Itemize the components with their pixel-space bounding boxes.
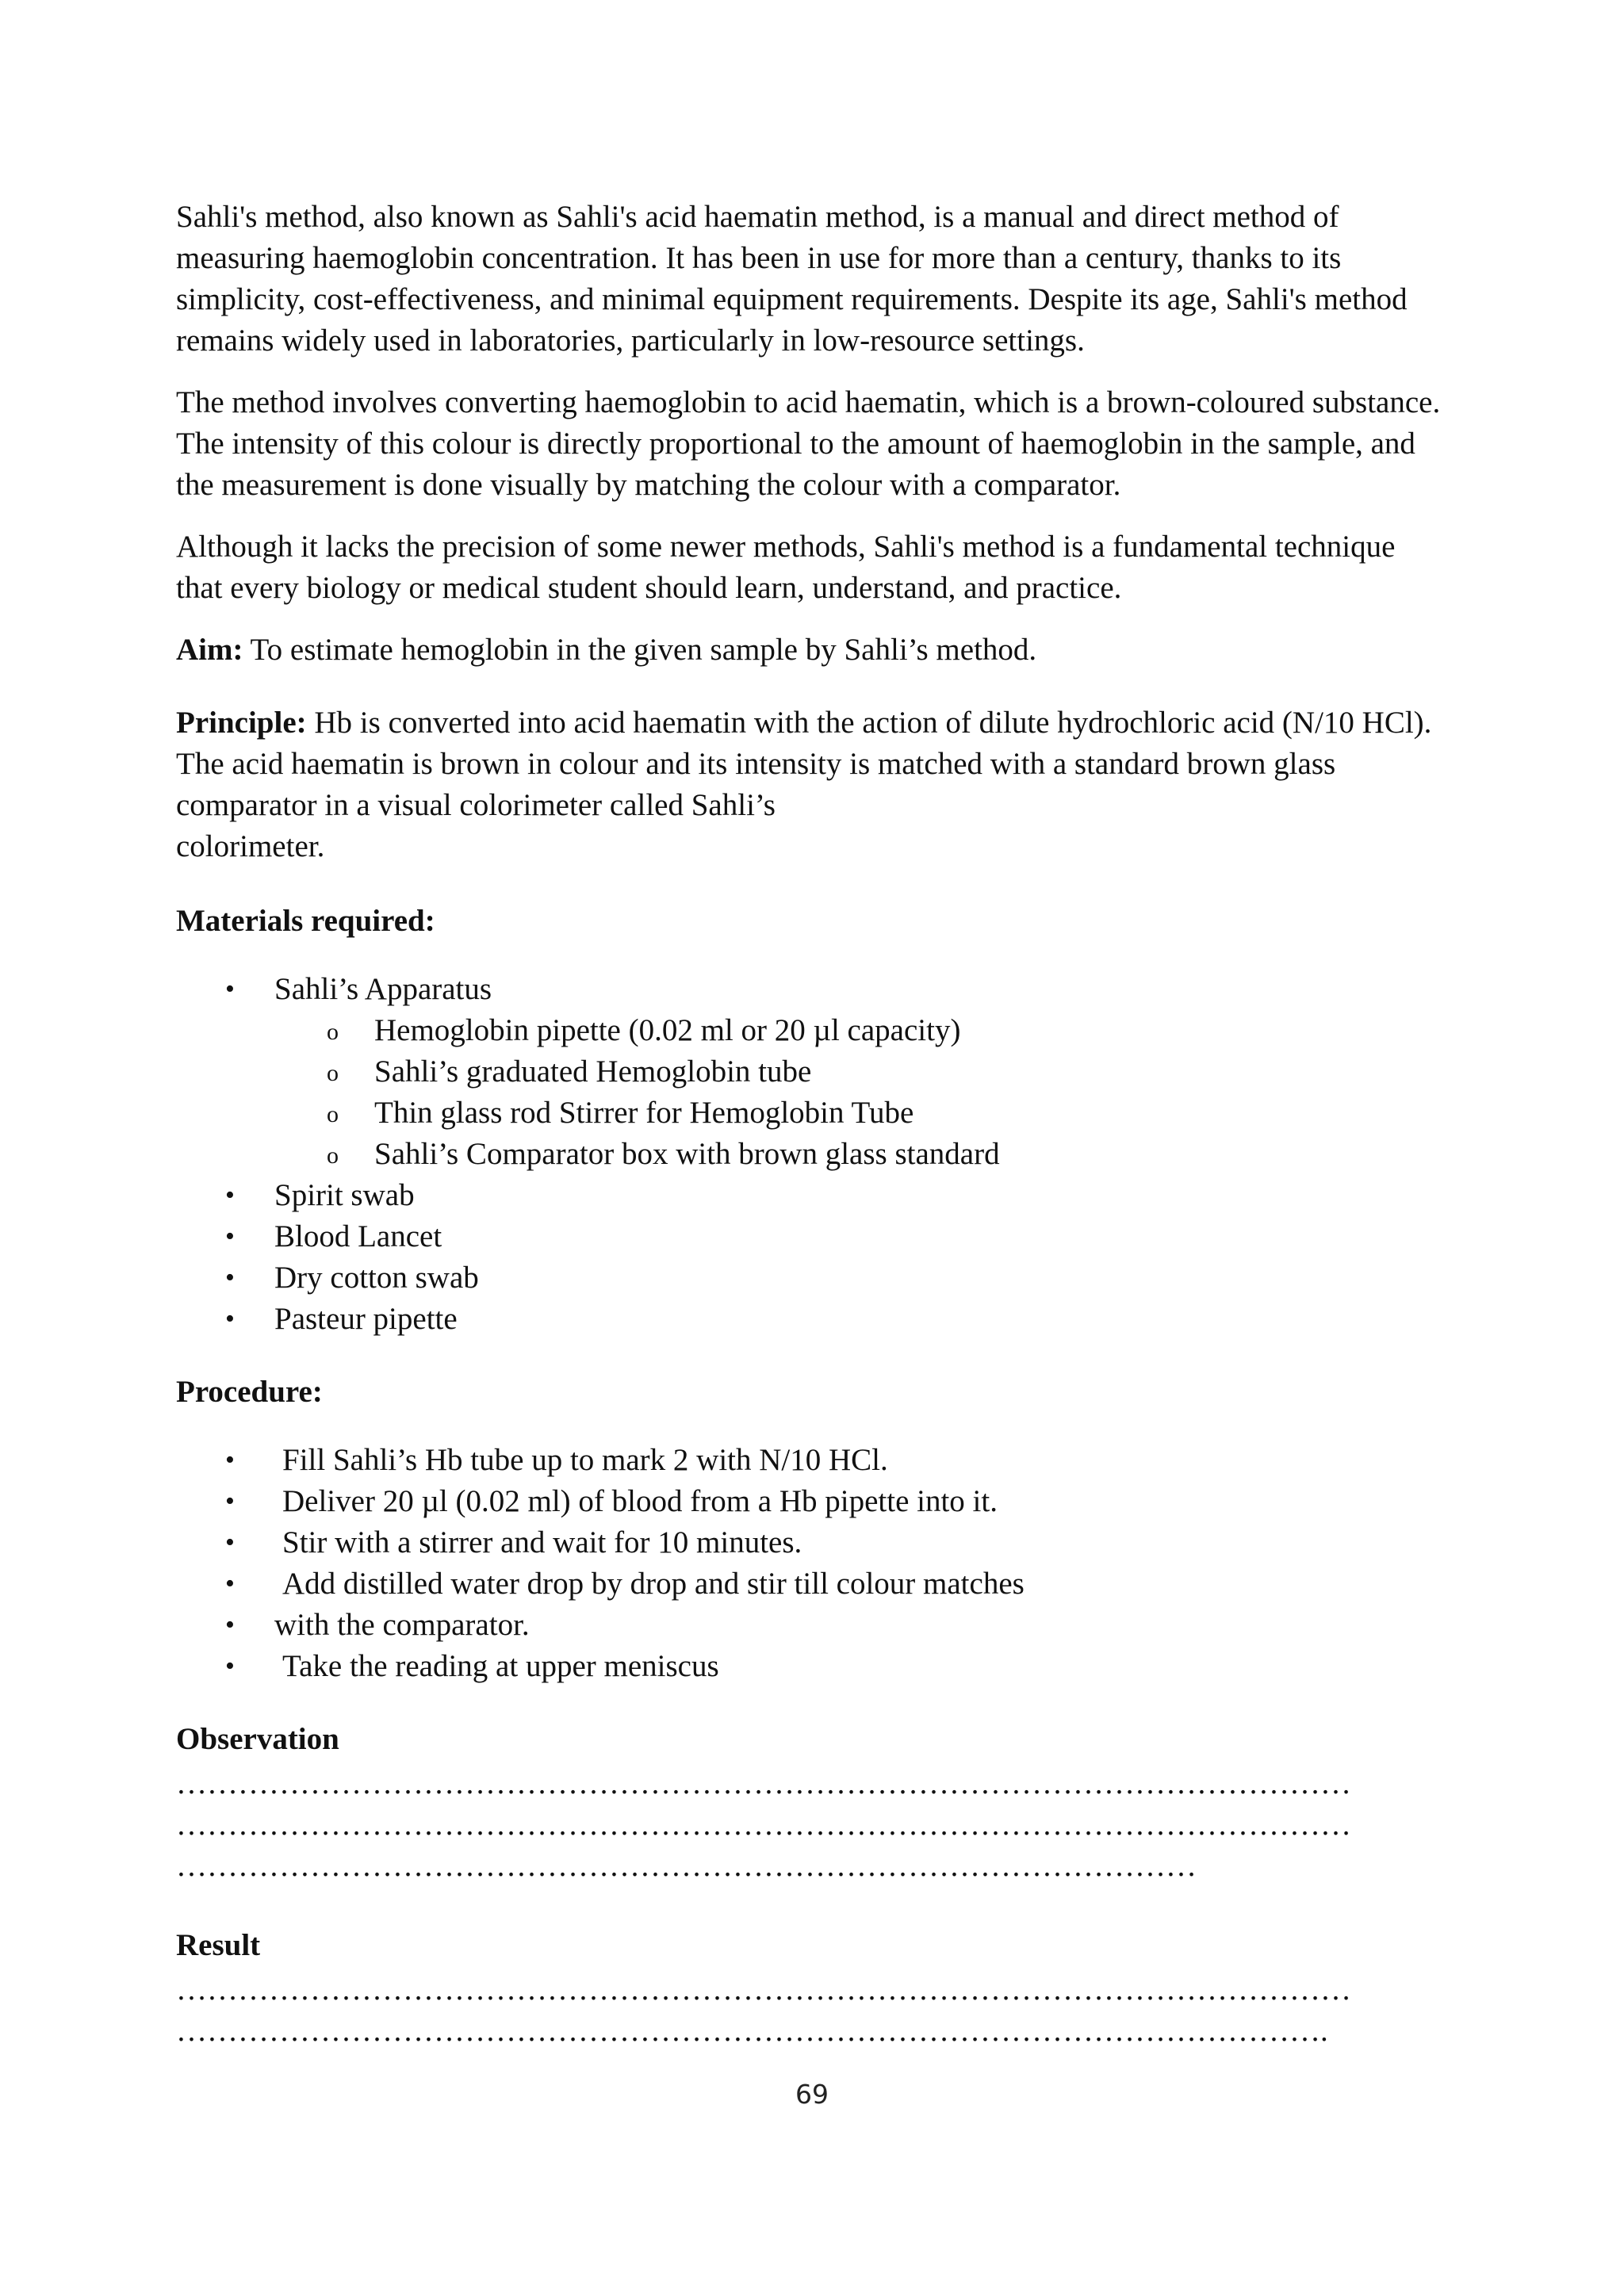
materials-heading: Materials required:	[176, 904, 435, 938]
page-content	[176, 197, 1442, 2090]
circle-bullet-icon: o	[327, 1142, 339, 1169]
bullet-icon: •	[225, 974, 235, 1004]
observation-lines	[176, 1763, 1442, 1887]
list-item	[176, 1134, 1442, 1175]
intro-paragraph: Although it lacks the precision of some newer methods, Sahli's method is a fundamental technique that every biology or medical student should learn, understand, and practice.	[176, 530, 1396, 605]
bullet-icon: •	[225, 1222, 235, 1251]
list-item	[176, 1440, 1442, 1481]
bullet-icon: •	[225, 1569, 235, 1598]
intro-paragraph: Sahli's method, also known as Sahli's acid haematin method, is a manual and direct method of measuring haemoglobin concentration. It has been in use for more than a century, thanks to its simplicity, cost-effectiveness, and minimal equipment requirements. Despite its age, Sahli's method remains widely used in laboratories, particularly in low-resource settings.	[176, 200, 1408, 358]
result-heading: Result	[176, 1928, 261, 1962]
list-item	[176, 1010, 1442, 1051]
list-item	[176, 1522, 1442, 1563]
list-item	[176, 969, 1442, 1175]
result-lines	[176, 1969, 1442, 2052]
list-item	[176, 1299, 1442, 1340]
bullet-icon: •	[225, 1651, 235, 1681]
list-item-label: Fill Sahli’s Hb tube up to mark 2 with N/10 HCl.	[282, 1443, 888, 1477]
list-item	[176, 1646, 1442, 1687]
bullet-icon: •	[225, 1487, 235, 1516]
list-item-label: Pasteur pipette	[274, 1302, 458, 1336]
list-item-label: Blood Lancet	[274, 1219, 442, 1253]
dotted-line: ……………………………………………………………………………………………………	[176, 1808, 1351, 1842]
bullet-icon: •	[225, 1304, 235, 1334]
list-item-label: Deliver 20 µl (0.02 ml) of blood from a Hb pipette into it.	[282, 1484, 998, 1518]
principle-section	[176, 702, 1442, 867]
principle-text: Hb is converted into acid haematin with the action of dilute hydrochloric acid (N/10 HCl). The acid haematin is brown in colour and its intensity is matched with a standard brown glass comparator in a visual colorimeter called Sahli’s	[176, 706, 1432, 822]
bullet-icon: •	[225, 1263, 235, 1292]
list-item	[176, 1051, 1442, 1093]
list-item	[176, 1481, 1442, 1522]
dotted-line: ………………………………………………………………………………………	[176, 1849, 1197, 1883]
list-item-label: with the comparator.	[274, 1608, 530, 1642]
list-item-label: Stir with a stirrer and wait for 10 minutes.	[282, 1525, 802, 1559]
list-item-label: Add distilled water drop by drop and stir till colour matches	[282, 1567, 1025, 1601]
circle-bullet-icon: o	[327, 1019, 339, 1045]
materials-list	[176, 969, 1442, 1340]
list-item	[176, 1093, 1442, 1134]
intro-paragraph: The method involves converting haemoglobin to acid haematin, which is a brown-coloured substance. The intensity of this colour is directly proportional to the amount of haemoglobin in the sample, and the measurement is done visually by matching the colour with a comparator.	[176, 385, 1441, 502]
list-item	[176, 1257, 1442, 1299]
apparatus-sublist	[274, 1010, 1442, 1175]
list-item-label: Sahli’s Apparatus	[274, 972, 492, 1006]
page-number: 69	[795, 2079, 829, 2110]
aim-label: Aim:	[176, 633, 243, 667]
procedure-list	[176, 1440, 1442, 1687]
list-item-label: Sahli’s Comparator box with brown glass standard	[374, 1137, 1000, 1171]
bullet-icon: •	[225, 1610, 235, 1640]
dotted-line: ……………………………………………………………………………………………………	[176, 1766, 1351, 1800]
list-item-label: Hemoglobin pipette (0.02 ml or 20 µl capacity)	[374, 1013, 961, 1047]
list-item	[176, 1216, 1442, 1257]
circle-bullet-icon: o	[327, 1060, 339, 1086]
dotted-line: ……………………………………………………………………………………………………	[176, 1973, 1351, 2007]
principle-label: Principle:	[176, 706, 307, 740]
aim-text: To estimate hemoglobin in the given sample by Sahli’s method.	[243, 633, 1037, 667]
dotted-line: ………………………………………………………………………………………………….	[176, 2014, 1328, 2048]
observation-heading: Observation	[176, 1722, 339, 1756]
list-item	[176, 1605, 1442, 1646]
bullet-icon: •	[225, 1528, 235, 1557]
list-item	[176, 1563, 1442, 1605]
list-item-label: Sahli’s graduated Hemoglobin tube	[374, 1054, 812, 1089]
procedure-heading: Procedure:	[176, 1375, 323, 1409]
list-item-label: Take the reading at upper meniscus	[282, 1649, 719, 1683]
list-item-label: Dry cotton swab	[274, 1261, 479, 1295]
principle-text-end: colorimeter.	[176, 829, 325, 863]
list-item-label: Thin glass rod Stirrer for Hemoglobin Tube	[374, 1096, 914, 1130]
list-item	[176, 1175, 1442, 1216]
bullet-icon: •	[225, 1445, 235, 1475]
list-item-label: Spirit swab	[274, 1178, 415, 1212]
aim-section	[176, 629, 1442, 671]
bullet-icon: •	[225, 1181, 235, 1210]
circle-bullet-icon: o	[327, 1101, 339, 1127]
